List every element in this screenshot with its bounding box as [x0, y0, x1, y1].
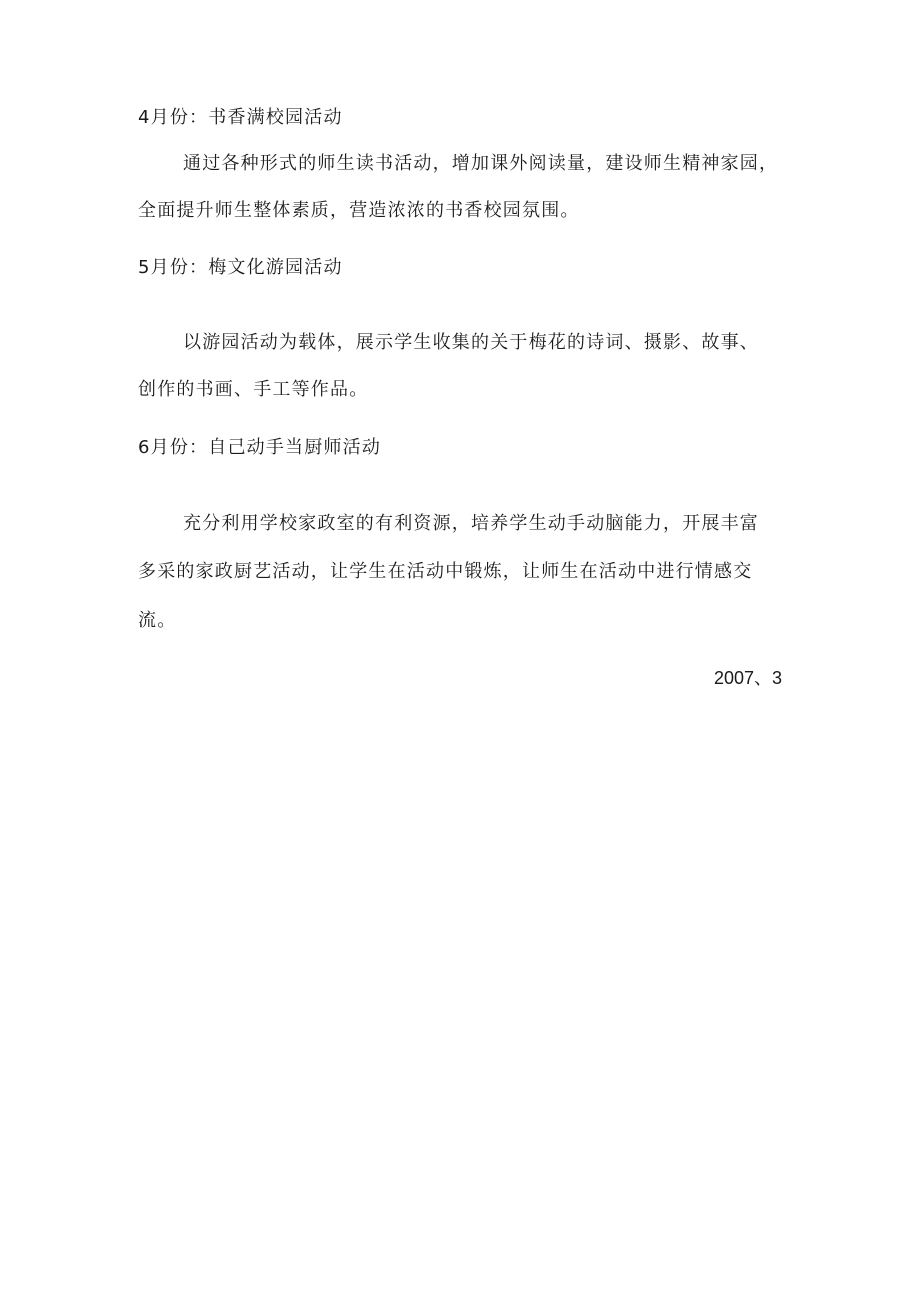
section-body-line: 流。	[138, 610, 177, 631]
section-heading-april: 4月份：书香满校园活动	[138, 107, 343, 128]
section-heading-june: 6月份：自己动手当厨师活动	[138, 437, 382, 458]
section-body-line: 通过各种形式的师生读书活动，增加课外阅读量，建设师生精神家园，	[183, 153, 779, 174]
section-heading-may: 5月份：梅文化游园活动	[138, 257, 343, 278]
document-date: 2007、3	[713, 668, 782, 688]
section-body-line: 多采的家政厨艺活动，让学生在活动中锻炼，让师生在活动中进行情感交	[138, 561, 753, 582]
section-body-line: 以游园活动为载体，展示学生收集的关于梅花的诗词、摄影、故事、	[183, 332, 759, 353]
section-body-line: 全面提升师生整体素质，营造浓浓的书香校园氛围。	[138, 200, 580, 221]
section-body-line: 充分利用学校家政室的有利资源，培养学生动手动脑能力，开展丰富	[183, 513, 759, 534]
section-body-line: 创作的书画、手工等作品。	[138, 379, 369, 400]
